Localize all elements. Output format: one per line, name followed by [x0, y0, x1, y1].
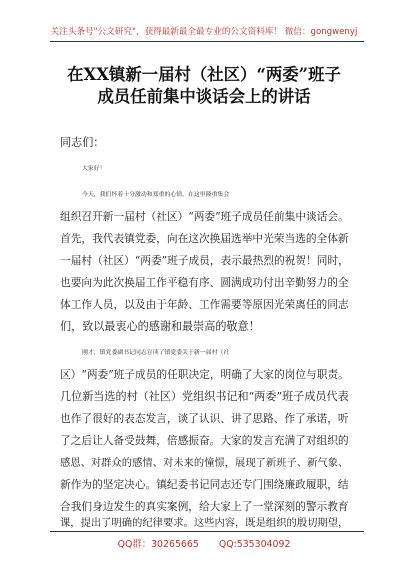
- paragraph-line: 合我们身边发生的真实案例，给大家上了一堂深刻的警示教育: [60, 500, 349, 513]
- footer-divider: [50, 531, 364, 532]
- paragraph-line: 几位新当选的村（社区）党组织书记和“两委”班子成员代表: [60, 390, 349, 403]
- footer: [0, 536, 408, 550]
- paragraph-line: 们，致以最衷心的感谢和最崇高的敬意！: [60, 320, 260, 333]
- footer-qq: QQ:535304092: [218, 539, 291, 550]
- paragraph-line: 一届村（社区）“两委”班子成员，表示最热烈的祝贺！同时，: [60, 254, 349, 267]
- paragraph-line: 首先，我代表镇党委，向在这次换届选举中光荣当选的全体新: [60, 232, 349, 245]
- header-note: 关注头条号"公文研究"，获得最新最全最专业的公文资料库！ 微信：gongwenyj: [50, 27, 358, 37]
- footer-qq-group: QQ群：30265665: [117, 539, 199, 550]
- paragraph-line: 区）“两委”班子成员的任职决定，明确了大家的岗位与职责。: [60, 368, 349, 381]
- greeting: 大家好！: [82, 166, 106, 172]
- paragraph-line: 组织召开新一届村（社区）“两委”班子成员任前集中谈话会。: [60, 210, 349, 223]
- paragraph-line: 今天，我们怀着十分激动和郑重的心情，在这里隆重集会: [82, 192, 230, 198]
- document-title-line-1: 在XX镇新一届村（社区）“两委”班子: [67, 65, 341, 84]
- salutation: 同志们：: [60, 136, 105, 149]
- paragraph-line: 刚才，镇党委副书记同志宣读了镇党委关于新一届村（社: [82, 350, 230, 356]
- paragraph-line: 也要向为此次换届工作平稳有序、圆满成功付出辛勤努力的全: [60, 276, 349, 289]
- document-title-line-2: 成员任前集中谈话会上的讲话: [97, 87, 311, 106]
- paragraph-line: 感恩、对群众的感情、对未来的憧憬，展现了新班子、新气象、: [60, 457, 349, 469]
- paragraph-line: 新作为的坚定决心。镇纪委书记同志还专门围绕廉政履职，结: [60, 478, 349, 491]
- paragraph-line: 了之后让人备受鼓舞，倍感振奋。大家的发言充满了对组织的: [60, 434, 349, 447]
- paragraph-line: 也作了很好的表态发言，谈了认识、讲了思路、作了承诺，听: [60, 412, 349, 425]
- header-divider: [50, 41, 364, 42]
- paragraph-line: 课，提出了明确的纪律要求。这些内容，既是组织的殷切期望，: [60, 517, 349, 529]
- paragraph-line: 体工作人员，以及由于年龄、工作需要等原因光荣离任的同志: [60, 298, 349, 311]
